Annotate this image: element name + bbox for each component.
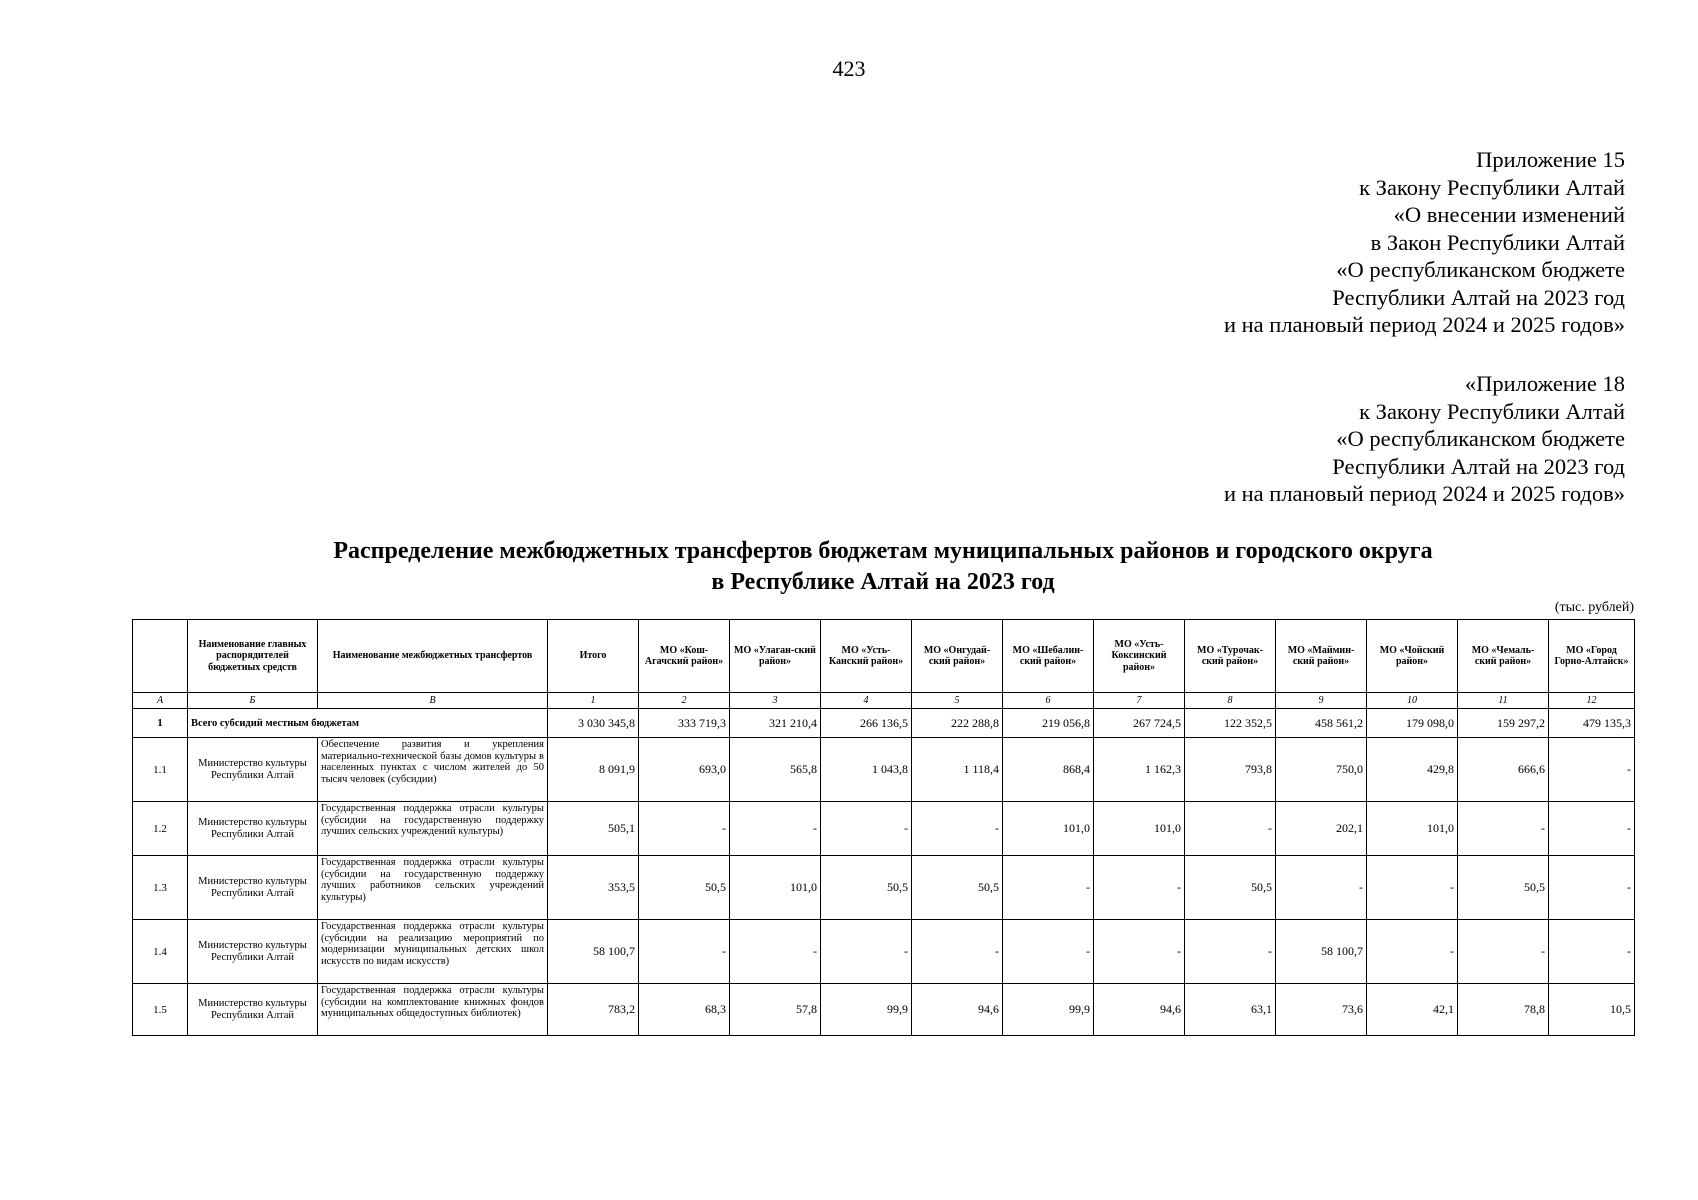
document-title-line: Распределение межбюджетных трансфертов бюджетам муниципальных районов и городского округа — [333, 538, 1433, 564]
column-header: МО «Усть-Коксинский район» — [1094, 620, 1185, 693]
column-index: Б — [188, 693, 318, 709]
column-index: 8 — [1185, 693, 1276, 709]
table-row — [133, 802, 1635, 856]
value-cell: 429,8 — [1367, 738, 1458, 802]
value-cell: - — [639, 920, 730, 984]
column-index: 3 — [730, 693, 821, 709]
column-index: 6 — [1003, 693, 1094, 709]
appendix-18-line: «О республиканском бюджете — [1336, 426, 1625, 451]
appendix-15-line: «О республиканском бюджете — [1336, 257, 1625, 282]
value-cell: 267 724,5 — [1094, 709, 1185, 738]
value-cell: - — [1367, 920, 1458, 984]
value-cell: - — [1185, 802, 1276, 856]
row-number: 1.3 — [133, 856, 188, 920]
column-header: МО «Маймин-ский район» — [1276, 620, 1367, 693]
appendix-18-line: к Закону Республики Алтай — [1359, 398, 1625, 424]
value-cell: 353,5 — [548, 856, 639, 920]
value-cell: - — [912, 920, 1003, 984]
column-index: 7 — [1094, 693, 1185, 709]
column-header: МО «Онгудай-ский район» — [912, 620, 1003, 693]
ministry-cell: Министерство культуры Республики Алтай — [188, 920, 318, 984]
ministry-cell: Министерство культуры Республики Алтай — [188, 738, 318, 802]
ministry-cell: Министерство культуры Республики Алтай — [188, 856, 318, 920]
value-cell: - — [639, 802, 730, 856]
value-cell: 42,1 — [1367, 984, 1458, 1036]
appendix-18-line: и на плановый период 2024 и 2025 годов» — [1223, 481, 1625, 506]
value-cell: - — [1003, 856, 1094, 920]
appendix-18-line: «Приложение 18 — [1464, 371, 1625, 396]
value-cell: - — [1458, 920, 1549, 984]
transfers-table — [132, 619, 1635, 1036]
units-note: (тыс. рублей) — [1554, 600, 1634, 615]
column-header: Наименование межбюджетных трансфертов — [318, 620, 548, 693]
appendix-15-block — [1224, 146, 1625, 339]
value-cell: 99,9 — [821, 984, 912, 1036]
column-header: Итого — [548, 620, 639, 693]
value-cell: 50,5 — [1185, 856, 1276, 920]
column-index: А — [133, 693, 188, 709]
appendix-15-line: Приложение 15 — [1476, 147, 1625, 172]
column-header: МО «Город Горно-Алтайск» — [1549, 620, 1635, 693]
table-row — [133, 984, 1635, 1036]
value-cell: 333 719,3 — [639, 709, 730, 738]
value-cell: 94,6 — [1094, 984, 1185, 1036]
value-cell: - — [1094, 920, 1185, 984]
appendix-15-line: и на плановый период 2024 и 2025 годов» — [1223, 312, 1625, 337]
appendix-15-line: «О внесении изменений — [1393, 202, 1625, 227]
ministry-cell: Министерство культуры Республики Алтай — [188, 984, 318, 1036]
value-cell: 479 135,3 — [1549, 709, 1635, 738]
value-cell: 58 100,7 — [548, 920, 639, 984]
value-cell: 101,0 — [1094, 802, 1185, 856]
column-index: 4 — [821, 693, 912, 709]
value-cell: 101,0 — [1367, 802, 1458, 856]
column-header: МО «Чемаль-ский район» — [1458, 620, 1549, 693]
column-index: 10 — [1367, 693, 1458, 709]
ministry-cell: Министерство культуры Республики Алтай — [188, 802, 318, 856]
table-header-row — [133, 620, 1635, 693]
transfer-name-cell: Обеспечение развития и укрепления материально-технической базы домов культуры в населенных пунктах с числом жителей до 50 тысяч человек (субсидии) — [318, 738, 548, 802]
page-number: 423 — [832, 56, 866, 81]
column-index-row — [133, 693, 1635, 709]
document-title-line: в Республике Алтай на 2023 год — [711, 569, 1055, 595]
value-cell: 458 561,2 — [1276, 709, 1367, 738]
value-cell: 58 100,7 — [1276, 920, 1367, 984]
value-cell: 8 091,9 — [548, 738, 639, 802]
column-index: В — [318, 693, 548, 709]
column-header: МО «Турочак-ский район» — [1185, 620, 1276, 693]
column-header — [133, 620, 188, 693]
value-cell: 202,1 — [1276, 802, 1367, 856]
value-cell: - — [821, 802, 912, 856]
table-row — [133, 920, 1635, 984]
value-cell: 1 043,8 — [821, 738, 912, 802]
value-cell: 179 098,0 — [1367, 709, 1458, 738]
value-cell: - — [1367, 856, 1458, 920]
value-cell: - — [912, 802, 1003, 856]
value-cell: - — [1458, 802, 1549, 856]
value-cell: 793,8 — [1185, 738, 1276, 802]
appendix-15-line: к Закону Республики Алтай — [1359, 174, 1625, 200]
value-cell: - — [730, 802, 821, 856]
column-index: 9 — [1276, 693, 1367, 709]
row-number: 1.1 — [133, 738, 188, 802]
value-cell: 219 056,8 — [1003, 709, 1094, 738]
value-cell: 505,1 — [548, 802, 639, 856]
row-number: 1.2 — [133, 802, 188, 856]
value-cell: 63,1 — [1185, 984, 1276, 1036]
appendix-18-line: Республики Алтай на 2023 год — [1332, 453, 1625, 479]
column-header: МО «Усть-Канский район» — [821, 620, 912, 693]
value-cell: - — [1276, 856, 1367, 920]
total-row — [133, 709, 1635, 738]
column-header: МО «Шебалин-ский район» — [1003, 620, 1094, 693]
value-cell: 57,8 — [730, 984, 821, 1036]
appendix-15-line: в Закон Республики Алтай — [1370, 229, 1625, 255]
value-cell: 266 136,5 — [821, 709, 912, 738]
appendix-18-block — [1224, 370, 1625, 508]
value-cell: 50,5 — [821, 856, 912, 920]
row-number: 1.4 — [133, 920, 188, 984]
value-cell: 222 288,8 — [912, 709, 1003, 738]
value-cell: - — [1003, 920, 1094, 984]
value-cell: 122 352,5 — [1185, 709, 1276, 738]
column-header: МО «Улаган-ский район» — [730, 620, 821, 693]
transfer-name-cell: Государственная поддержка отрасли культуры (субсидии на комплектование книжных фондов муниципальных общедоступных библиотек) — [318, 984, 548, 1036]
column-index: 5 — [912, 693, 1003, 709]
value-cell: 159 297,2 — [1458, 709, 1549, 738]
value-cell: 101,0 — [1003, 802, 1094, 856]
document-title — [0, 536, 1698, 598]
value-cell: - — [730, 920, 821, 984]
value-cell: - — [1094, 856, 1185, 920]
value-cell: 50,5 — [639, 856, 730, 920]
value-cell: 78,8 — [1458, 984, 1549, 1036]
value-cell: 101,0 — [730, 856, 821, 920]
value-cell: 68,3 — [639, 984, 730, 1036]
value-cell: - — [1549, 856, 1635, 920]
value-cell: 321 210,4 — [730, 709, 821, 738]
table-row — [133, 856, 1635, 920]
value-cell: 868,4 — [1003, 738, 1094, 802]
value-cell: 783,2 — [548, 984, 639, 1036]
transfer-name-cell: Государственная поддержка отрасли культуры (субсидии на государственную поддержку лучших сельских учреждений культуры) — [318, 802, 548, 856]
value-cell: 666,6 — [1458, 738, 1549, 802]
value-cell: - — [1549, 920, 1635, 984]
value-cell: 1 162,3 — [1094, 738, 1185, 802]
value-cell: 94,6 — [912, 984, 1003, 1036]
total-label: Всего субсидий местным бюджетам — [188, 709, 548, 738]
column-index: 12 — [1549, 693, 1635, 709]
value-cell: 10,5 — [1549, 984, 1635, 1036]
column-header: Наименование главных распорядителей бюджетных средств — [188, 620, 318, 693]
value-cell: 3 030 345,8 — [548, 709, 639, 738]
column-header: МО «Кош-Агачский район» — [639, 620, 730, 693]
value-cell: 1 118,4 — [912, 738, 1003, 802]
value-cell: - — [1549, 738, 1635, 802]
row-number: 1.5 — [133, 984, 188, 1036]
value-cell: 565,8 — [730, 738, 821, 802]
value-cell: 750,0 — [1276, 738, 1367, 802]
appendix-15-line: Республики Алтай на 2023 год — [1332, 284, 1625, 310]
value-cell: 693,0 — [639, 738, 730, 802]
value-cell: - — [1185, 920, 1276, 984]
transfer-name-cell: Государственная поддержка отрасли культуры (субсидии на государственную поддержку лучших работников сельских учреждений культуры) — [318, 856, 548, 920]
value-cell: 73,6 — [1276, 984, 1367, 1036]
value-cell: 99,9 — [1003, 984, 1094, 1036]
value-cell: 50,5 — [1458, 856, 1549, 920]
column-index: 11 — [1458, 693, 1549, 709]
value-cell: 50,5 — [912, 856, 1003, 920]
value-cell: - — [1549, 802, 1635, 856]
transfer-name-cell: Государственная поддержка отрасли культуры (субсидии на реализацию мероприятий по модернизации муниципальных детских школ искусств по видам искусств) — [318, 920, 548, 984]
value-cell: - — [821, 920, 912, 984]
table-row — [133, 738, 1635, 802]
column-header: МО «Чойский район» — [1367, 620, 1458, 693]
column-index: 2 — [639, 693, 730, 709]
column-index: 1 — [548, 693, 639, 709]
row-number: 1 — [133, 709, 188, 738]
